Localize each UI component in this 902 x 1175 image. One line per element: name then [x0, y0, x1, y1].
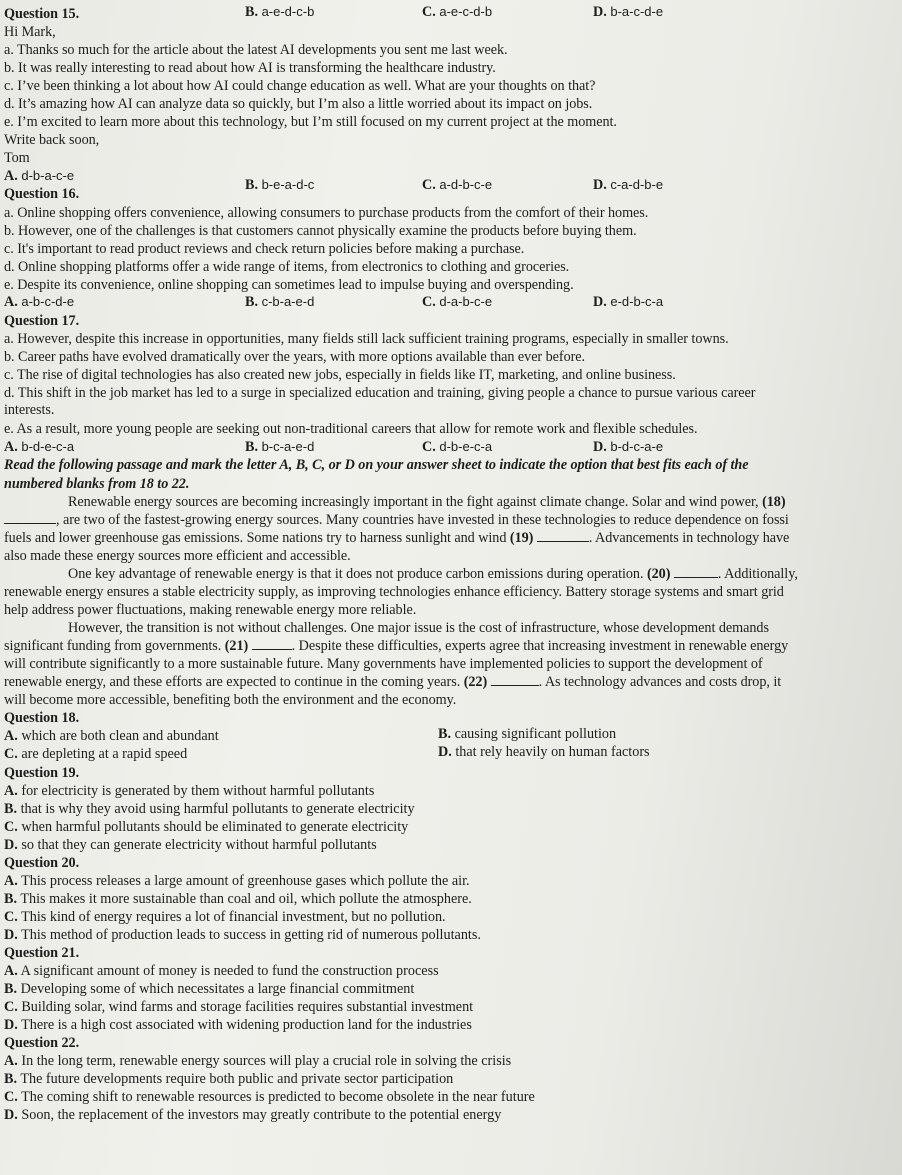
passage-line-2: , are two of the fastest-growing energy sources. Many countries have invested in these technologies to reduce dependence on fossi — [4, 512, 789, 528]
q17-option-d: D. b-d-c-a-e — [593, 439, 664, 455]
q16-option-a: A. a-b-c-d-e — [4, 294, 75, 310]
passage-line-9: significant funding from governments. (21) . Despite these difficulties, experts agree that increasing investment in renewable energy — [4, 638, 789, 654]
passage-line-3: fuels and lower greenhouse gas emissions. Some nations try to harness sunlight and wind (19) . Advancements in technology have — [4, 530, 790, 546]
q21-option-c: C. Building solar, wind farms and storage facilities requires substantial investment — [4, 999, 474, 1015]
blank-19 — [537, 530, 589, 542]
blank-20 — [674, 566, 718, 578]
question-17-label: Question 17. — [4, 313, 80, 329]
q15-option-a: A. d-b-a-c-e — [4, 168, 75, 184]
q17-line-a: a. However, despite this increase in opportunities, many fields still lack sufficient training programs, especially in smaller towns. — [4, 331, 729, 347]
q20-option-c: C. This kind of energy requires a lot of financial investment, but no pollution. — [4, 909, 446, 925]
letter-signature: Tom — [4, 150, 30, 166]
q17-line-d-cont: interests. — [4, 402, 55, 418]
q19-option-a: A. for electricity is generated by them without harmful pollutants — [4, 783, 375, 799]
q16-option-b: B. c-b-a-e-d — [245, 294, 315, 310]
q16-line-a: a. Online shopping offers convenience, allowing consumers to purchase products from the comfort of their homes. — [4, 205, 649, 221]
q16-pre-option-d: D. c-a-d-b-e — [593, 177, 664, 193]
q17-line-d: d. This shift in the job market has led to a surge in specialized education and training, giving people a chance to pursue various career — [4, 385, 756, 401]
question-19-label: Question 19. — [4, 765, 80, 781]
blank-22-number: (22) — [463, 674, 488, 690]
q18-option-c: C. are depleting at a rapid speed — [4, 746, 188, 762]
q21-option-d: D. There is a high cost associated with widening production land for the industries — [4, 1017, 472, 1033]
q18-option-b: B. causing significant pollution — [438, 726, 617, 742]
passage-line-7: help address power fluctuations, making renewable energy more reliable. — [4, 602, 417, 618]
instruction-line-1: Read the following passage and mark the letter A, B, C, or D on your answer sheet to indicate the option that best fits each of the — [4, 457, 749, 473]
passage-line-4: also made these energy sources more efficient and accessible. — [4, 548, 351, 564]
q16-line-c: c. It's important to read product reviews and check return policies before making a purchase. — [4, 241, 525, 257]
q16-line-e: e. Despite its convenience, online shopping can sometimes lead to impulse buying and overspending. — [4, 277, 574, 293]
q19-option-c: C. when harmful pollutants should be eliminated to generate electricity — [4, 819, 409, 835]
q15-line-e: e. I’m excited to learn more about this technology, but I’m still focused on my current project at the moment. — [4, 114, 617, 130]
blank-18 — [4, 512, 56, 524]
passage-line-5: One key advantage of renewable energy is that it does not produce carbon emissions during operation. (20) . Additionally, — [68, 566, 798, 582]
q22-option-b: B. The future developments require both public and private sector participation — [4, 1071, 454, 1087]
q16-line-d: d. Online shopping platforms offer a wide range of items, from electronics to clothing and groceries. — [4, 259, 570, 275]
passage-line-11: renewable energy, and these efforts are expected to continue in the coming years. (22) . As technology advances and costs drop, it — [4, 674, 782, 690]
passage-line-6: renewable energy ensures a stable electricity supply, as improving technologies enhance efficiency. Battery storage systems and smart grid — [4, 584, 784, 600]
q16-pre-option-b: B. b-e-a-d-c — [245, 177, 315, 193]
q22-option-c: C. The coming shift to renewable resources is predicted to become obsolete in the near future — [4, 1089, 535, 1105]
q15-line-a: a. Thanks so much for the article about the latest AI developments you sent me last week. — [4, 42, 508, 58]
passage-line-1: Renewable energy sources are becoming increasingly important in the fight against climate change. Solar and wind power, (18) — [68, 494, 786, 510]
q17-option-c: C. d-b-e-c-a — [422, 439, 493, 455]
question-20-label: Question 20. — [4, 855, 80, 871]
q15-option-d: D. b-a-c-d-e — [593, 4, 664, 20]
q19-option-d: D. so that they can generate electricity without harmful pollutants — [4, 837, 377, 853]
q20-option-b: B. This makes it more sustainable than coal and oil, which pollute the atmosphere. — [4, 891, 472, 907]
letter-greeting: Hi Mark, — [4, 24, 56, 40]
q15-option-c: C. a-e-c-d-b — [422, 4, 493, 20]
q16-option-c: C. d-a-b-c-e — [422, 294, 493, 310]
q18-option-d: D. that rely heavily on human factors — [438, 744, 650, 760]
blank-22 — [491, 674, 539, 686]
blank-21-number: (21) — [224, 638, 249, 654]
q17-line-c: c. The rise of digital technologies has also created new jobs, especially in fields like IT, marketing, and online business. — [4, 367, 676, 383]
q21-option-b: B. Developing some of which necessitates a large financial commitment — [4, 981, 415, 997]
q17-option-b: B. b-c-a-e-d — [245, 439, 315, 455]
q21-option-a: A. A significant amount of money is needed to fund the construction process — [4, 963, 439, 979]
question-16-label: Question 16. — [4, 186, 80, 202]
q22-option-a: A. In the long term, renewable energy sources will play a crucial role in solving the crisis — [4, 1053, 512, 1069]
q17-line-e: e. As a result, more young people are seeking out non-traditional careers that allow for remote work and flexible schedules. — [4, 421, 698, 437]
q16-line-b: b. However, one of the challenges is that customers cannot physically examine the products before buying them. — [4, 223, 637, 239]
q15-line-c: c. I’ve been thinking a lot about how AI could change education as well. What are your thoughts on that? — [4, 78, 596, 94]
q20-option-d: D. This method of production leads to success in getting rid of numerous pollutants. — [4, 927, 481, 943]
passage-line-10: will contribute significantly to a more sustainable future. Many governments have implemented policies to support the development of — [4, 656, 763, 672]
q15-line-d: d. It’s amazing how AI can analyze data so quickly, but I’m also a little worried about its impact on jobs. — [4, 96, 593, 112]
question-18-label: Question 18. — [4, 710, 80, 726]
q18-option-a: A. which are both clean and abundant — [4, 728, 219, 744]
blank-21 — [252, 638, 292, 650]
question-21-label: Question 21. — [4, 945, 80, 961]
blank-20-number: (20) — [646, 566, 671, 582]
q16-option-d: D. e-d-b-c-a — [593, 294, 664, 310]
q20-option-a: A. This process releases a large amount of greenhouse gases which pollute the air. — [4, 873, 470, 889]
question-15-label: Question 15. — [4, 6, 80, 22]
blank-18-number: (18) — [762, 494, 786, 510]
passage-line-12: will become more accessible, benefiting both the environment and the economy. — [4, 692, 457, 708]
letter-closing: Write back soon, — [4, 132, 100, 148]
question-22-label: Question 22. — [4, 1035, 80, 1051]
q19-option-b: B. that is why they avoid using harmful pollutants to generate electricity — [4, 801, 415, 817]
q16-pre-option-c: C. a-d-b-c-e — [422, 177, 493, 193]
passage-line-8: However, the transition is not without challenges. One major issue is the cost of infrastructure, whose development demands — [68, 620, 769, 636]
q22-option-d: D. Soon, the replacement of the investors may greatly contribute to the potential energy — [4, 1107, 502, 1123]
q15-line-b: b. It was really interesting to read about how AI is transforming the healthcare industry. — [4, 60, 496, 76]
q15-option-b: B. a-e-d-c-b — [245, 4, 315, 20]
q17-option-a: A. b-d-e-c-a — [4, 439, 75, 455]
blank-19-number: (19) — [509, 530, 534, 546]
q17-line-b: b. Career paths have evolved dramatically over the years, with more options available than ever before. — [4, 349, 586, 365]
instruction-line-2: numbered blanks from 18 to 22. — [4, 476, 190, 492]
